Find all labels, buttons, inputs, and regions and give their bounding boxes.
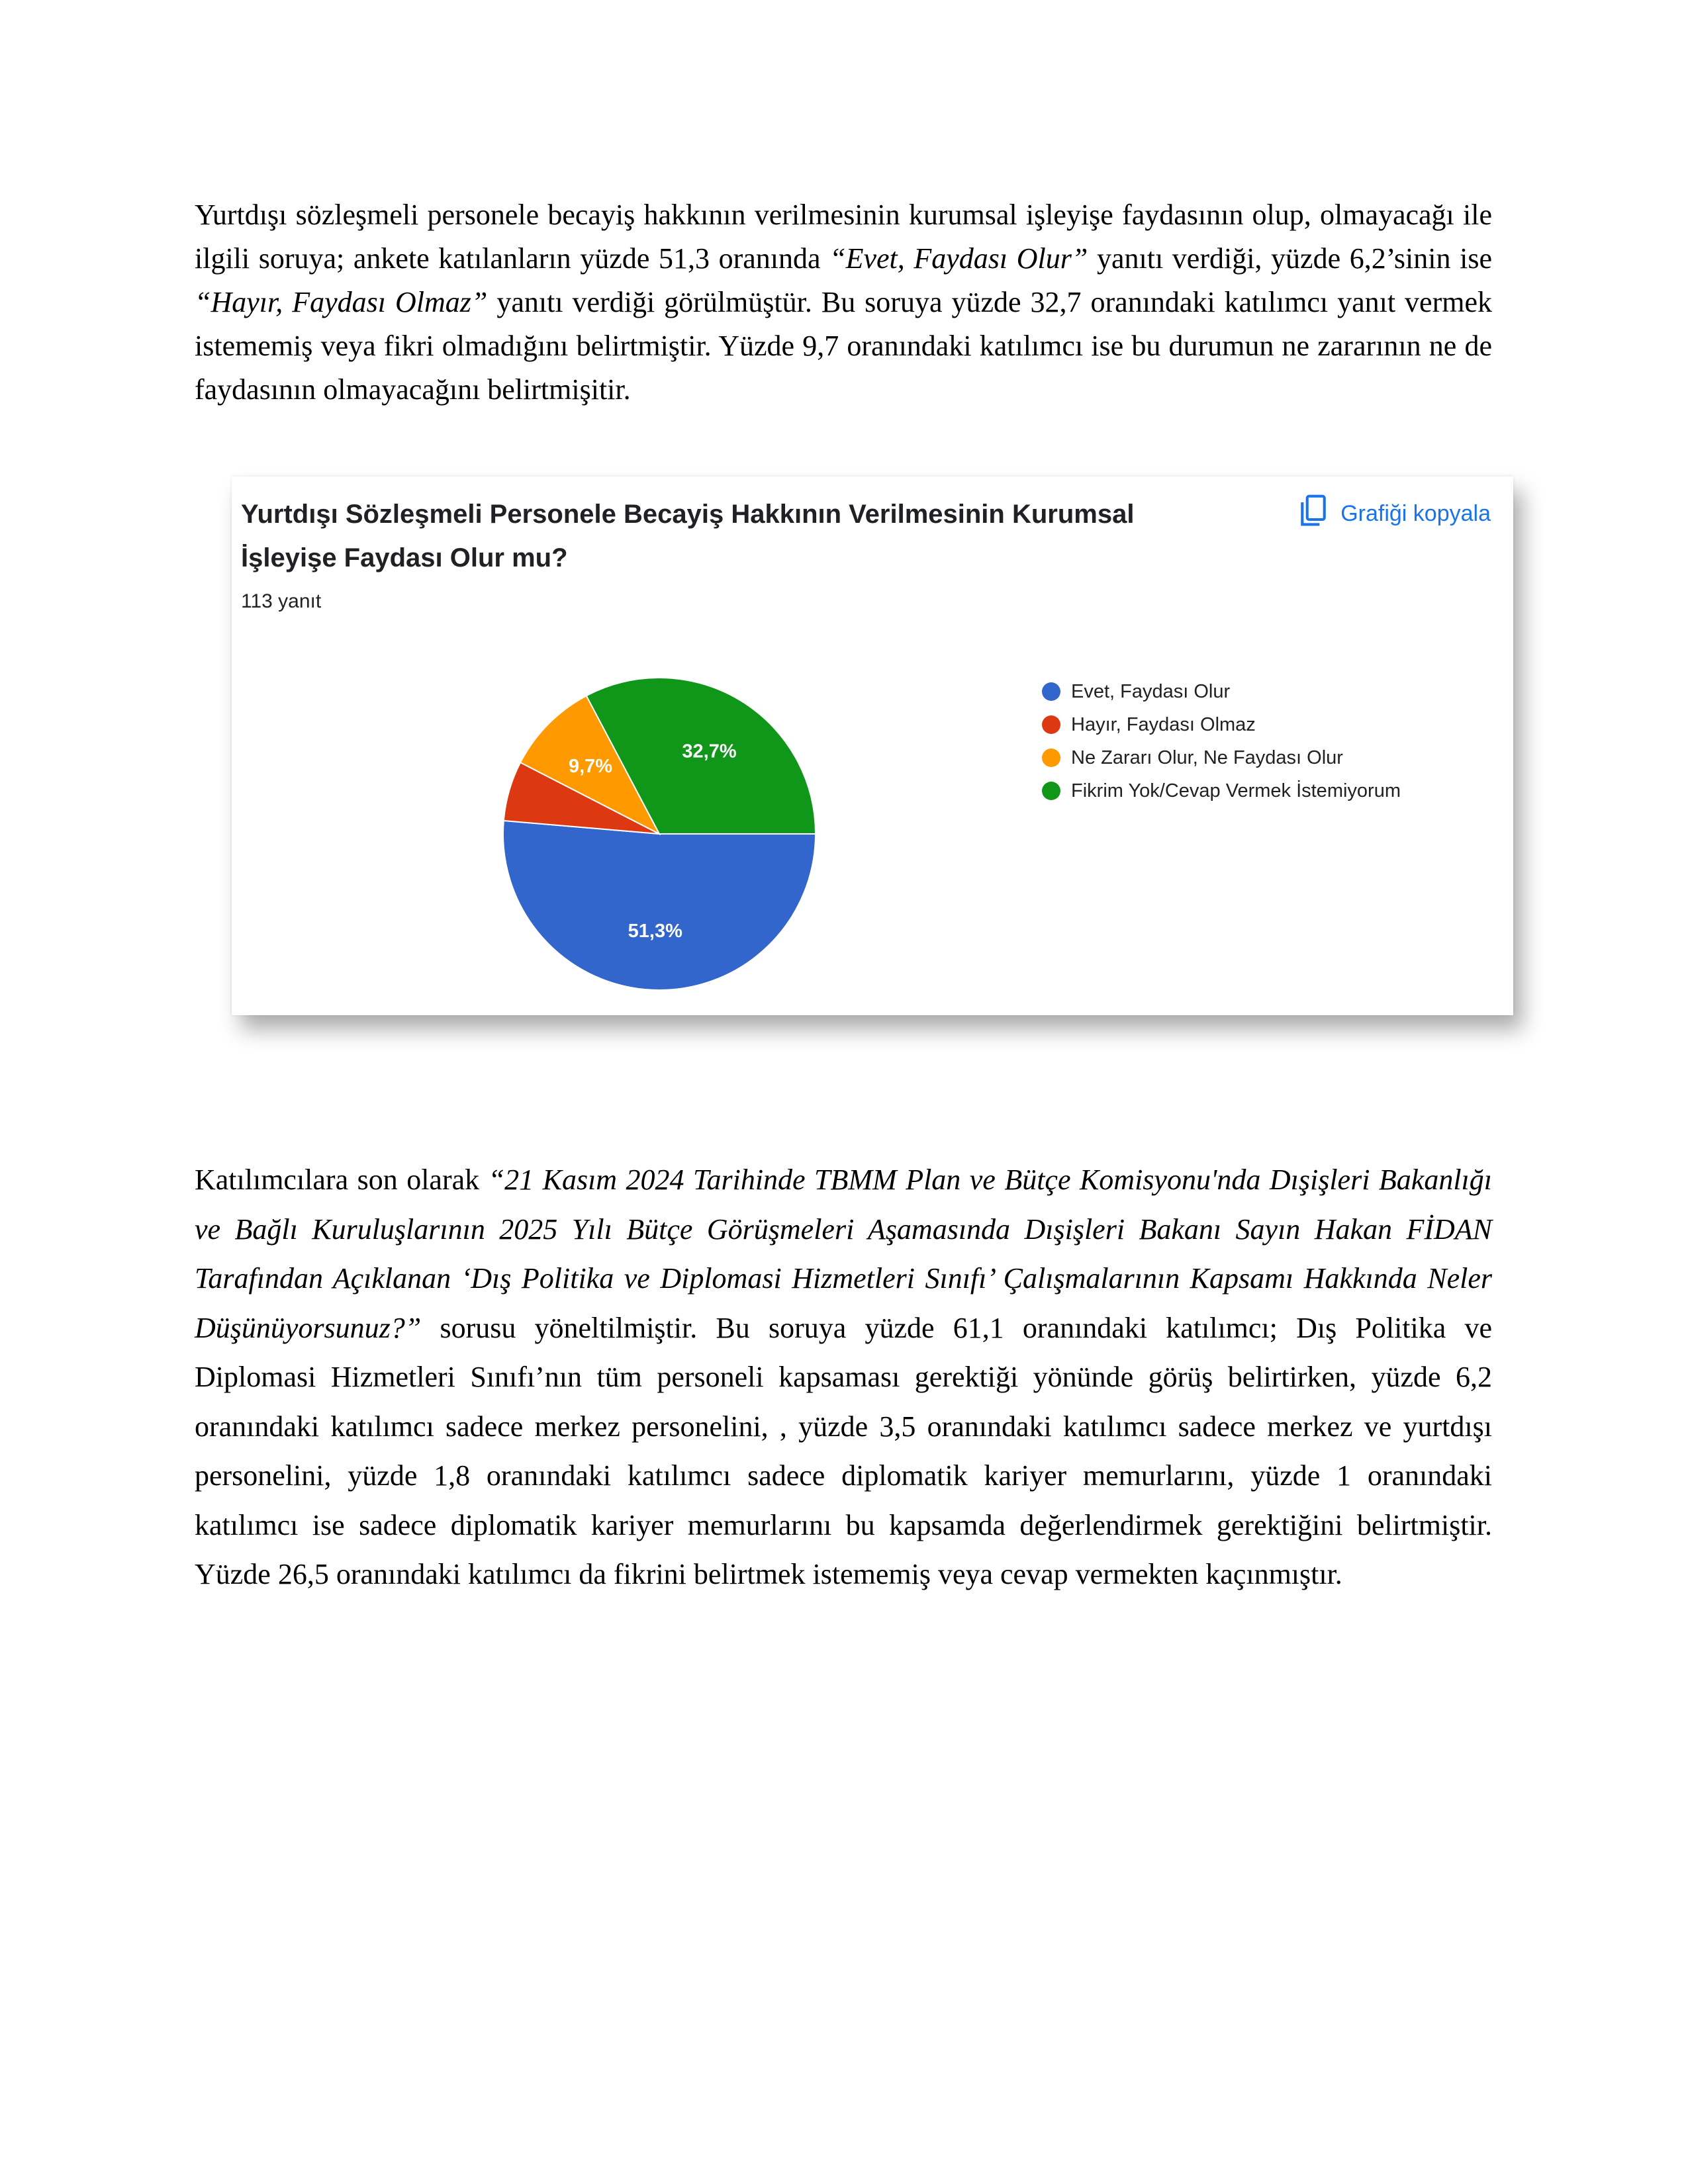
paragraph-becayis-summary [195, 193, 1492, 412]
pie-slice [503, 821, 816, 990]
legend-label: Hayır, Faydası Olmaz [1071, 713, 1256, 735]
paragraph-text: sorusu yöneltilmiştir. Bu soruya yüzde 61,1 oranındaki katılımcı; Dış Politika ve Diplomasi Hizmetleri Sınıfı’nın tüm personeli kapsaması gerektiği yönünde görüş belirtirken, yüzde 6,2 oranındaki katılımcı sadece merkez personelini, , yüzde 3,5 oranındaki katılımcı sadece merkez ve yurtdışı personelini, yüzde 1,8 oranındaki katılımcı sadece diplomatik kariyer memurlarını, yüzde 1 oranındaki katılımcı ise sadece diplomatik kariyer memurlarını bu kapsamda değerlendirmek gerektiğini belirtmiştir. Yüzde 26,5 oranındaki katılımcı da fikrini belirtmek istememiş veya cevap vermekten kaçınmıştır. [195, 1311, 1492, 1590]
legend-swatch [1042, 682, 1060, 701]
legend-swatch [1042, 782, 1060, 800]
pie-slice-label: 51,3% [628, 921, 682, 942]
legend-label: Evet, Faydası Olur [1071, 680, 1231, 702]
pie-slice-label: 9,7% [568, 756, 613, 778]
response-count: 113 yanıt [241, 590, 322, 612]
paragraph-text: yanıtı verdiği, yüzde 6,2’sinin ise [1088, 242, 1493, 275]
chart-legend [1042, 675, 1401, 807]
legend-swatch [1042, 749, 1060, 767]
quoted-answer-no: “Hayır, Faydası Olmaz” [195, 286, 488, 318]
paragraph-diplomacy-class [195, 1156, 1492, 1600]
chart-title: Yurtdışı Sözleşmeli Personele Becayiş Hakkının Verilmesinin Kurumsal İşleyişe Faydası Olur mu? [241, 500, 1135, 572]
copy-chart-label: Grafiği kopyala [1340, 501, 1491, 526]
paragraph-text: Katılımcılara son olarak [195, 1163, 489, 1196]
legend-label: Ne Zararı Olur, Ne Faydası Olur [1071, 747, 1343, 768]
legend-item [1042, 675, 1401, 708]
survey-chart-card [232, 477, 1513, 1015]
legend-swatch [1042, 715, 1060, 734]
paragraph-text: Yurtdışı sözleşmeli personele becayiş hakkının verilmesinin kurumsal işleyişe faydasının olup, olmayacağı ile ilgili soruya; ankete katılanların yüzde 51,3 oranında [195, 199, 1492, 275]
legend-label: Fikrim Yok/Cevap Vermek İstemiyorum [1071, 780, 1401, 801]
quoted-question: “21 Kasım 2024 Tarihinde TBMM Plan ve Bütçe Komisyonu'nda Dışişleri Bakanlığı ve Bağlı Kuruluşlarının 2025 Yılı Bütçe Görüşmeleri Aşamasında Dışişleri Bakanı Sayın Hakan FİDAN Tarafından Açıklanan ‘Dış Politika ve Diplomasi Hizmetleri Sınıfı’ Çalışmalarının Kapsamı Hakkında Neler Düşünüyorsunuz?” [195, 1163, 1492, 1344]
legend-item [1042, 774, 1401, 807]
quoted-answer-yes: “Evet, Faydası Olur” [829, 242, 1088, 275]
pie-slice-label: 32,7% [682, 741, 737, 762]
legend-item [1042, 708, 1401, 741]
legend-item [1042, 741, 1401, 774]
paragraph-text: yanıtı verdiği görülmüştür. Bu soruya yüzde 32,7 oranındaki katılımcı yanıt vermek istememiş veya fikri olmadığını belirtmiştir. Yüzde 9,7 oranındaki katılımcı ise bu durumun ne zararının ne de faydasının olmayacağını belirtmişitir. [195, 286, 1492, 406]
